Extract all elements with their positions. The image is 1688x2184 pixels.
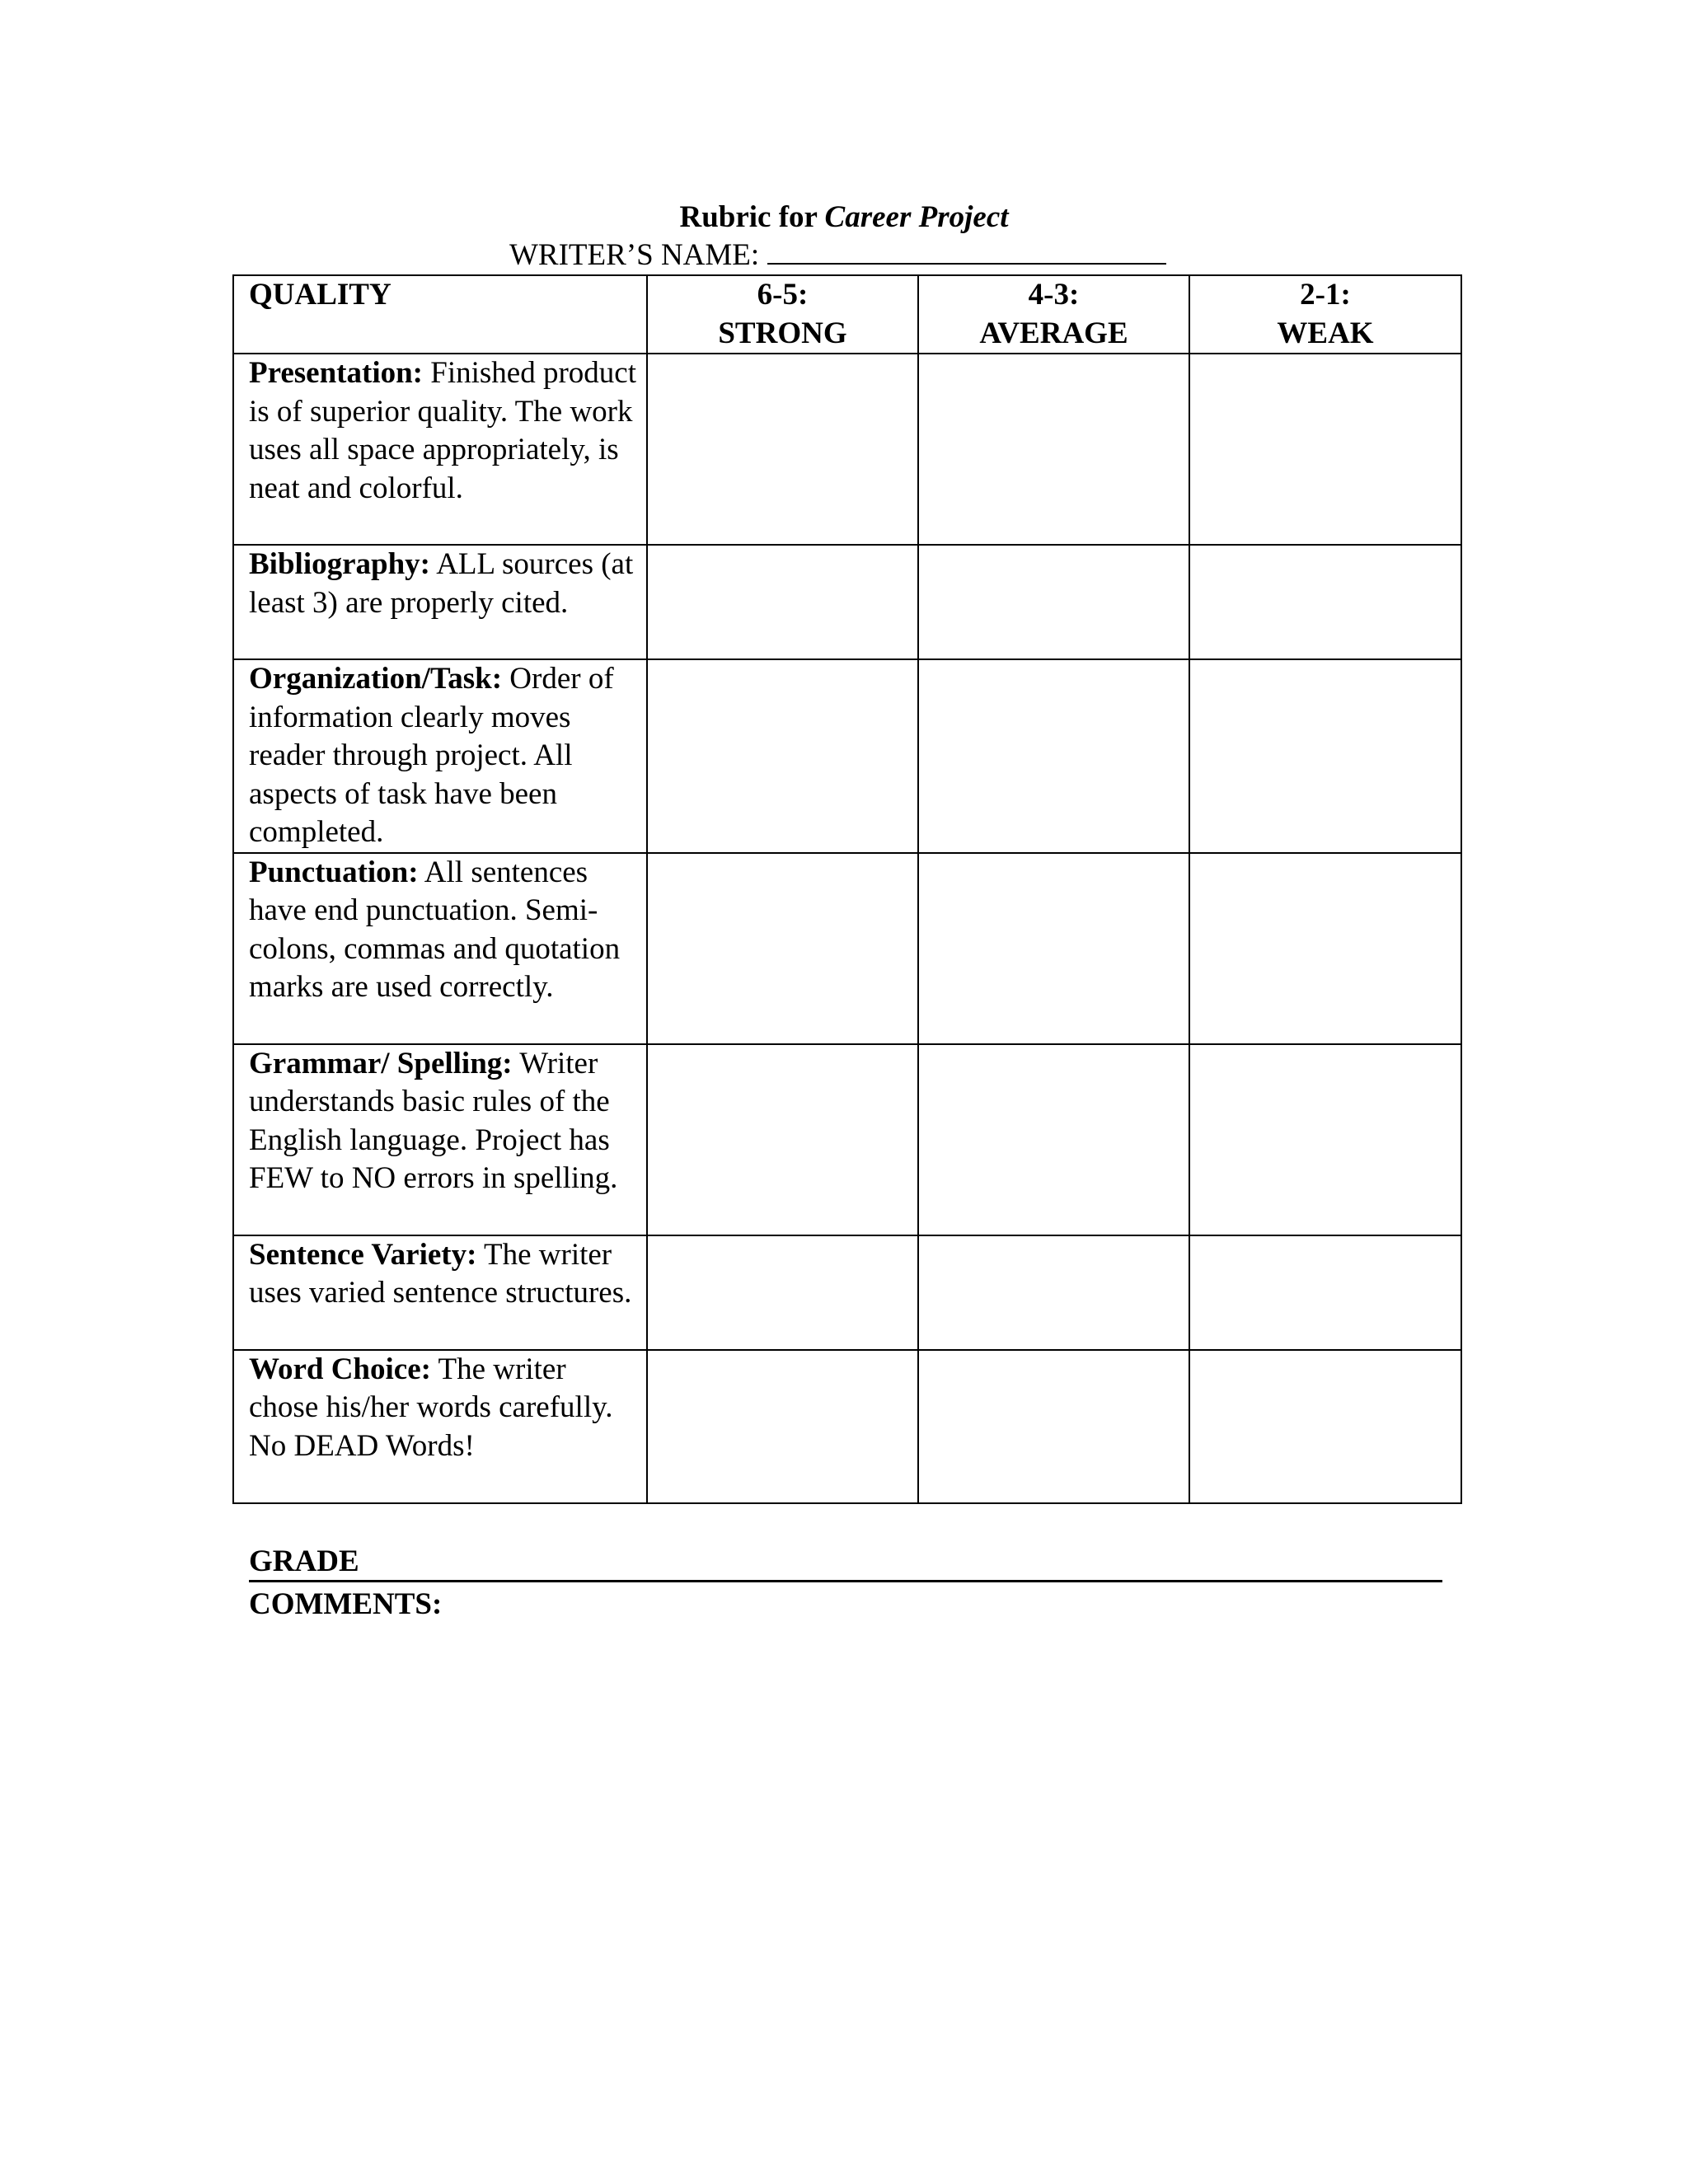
criterion-cell <box>233 1044 647 1235</box>
criterion-text: The writer chose his/her words carefully. No DEAD Words! <box>249 1352 613 1463</box>
score-cell-strong[interactable] <box>647 354 918 545</box>
header-quality: QUALITY <box>233 275 647 354</box>
score-cell-weak[interactable] <box>1189 659 1461 853</box>
criterion-label: Grammar/ Spelling: <box>249 1046 513 1080</box>
criterion-cell <box>233 354 647 545</box>
title-prefix: Rubric for <box>679 200 825 234</box>
score-cell-weak[interactable] <box>1189 853 1461 1044</box>
criterion-label: Sentence Variety: <box>249 1237 477 1272</box>
criterion-cell <box>233 853 647 1044</box>
score-cell-average[interactable] <box>918 659 1189 853</box>
score-cell-weak[interactable] <box>1189 1044 1461 1235</box>
header-weak: 2-1: WEAK <box>1189 275 1461 354</box>
grade-label: GRADE <box>249 1544 359 1578</box>
writer-name-label: WRITER’S NAME: <box>509 238 760 272</box>
score-cell-average[interactable] <box>918 1235 1189 1350</box>
criterion-text: Order of information clearly moves reader through project. All aspects of task have been completed. <box>249 662 614 849</box>
score-cell-strong[interactable] <box>647 1235 918 1350</box>
criterion-cell <box>233 545 647 659</box>
criterion-label: Organization/Task: <box>249 662 503 696</box>
criterion-label: Presentation: <box>249 356 423 390</box>
score-cell-average[interactable] <box>918 1044 1189 1235</box>
table-row <box>233 853 1461 1044</box>
criterion-label: Bibliography: <box>249 547 430 581</box>
grade-line[interactable] <box>249 1544 1442 1582</box>
table-row <box>233 1044 1461 1235</box>
criterion-text: The writer uses varied sentence structures. <box>249 1237 632 1310</box>
criterion-label: Word Choice: <box>249 1352 431 1386</box>
score-cell-weak[interactable] <box>1189 1235 1461 1350</box>
score-cell-strong[interactable] <box>647 1044 918 1235</box>
table-row <box>233 1235 1461 1350</box>
criterion-cell <box>233 1350 647 1503</box>
criterion-label: Punctuation: <box>249 855 419 889</box>
score-cell-average[interactable] <box>918 354 1189 545</box>
header-row <box>233 275 1461 354</box>
page-title <box>0 199 1688 236</box>
table-row <box>233 1350 1461 1503</box>
score-cell-average[interactable] <box>918 1350 1189 1503</box>
criterion-text: Finished product is of superior quality. The work uses all space appropriately, is neat and colorful. <box>249 356 636 505</box>
writer-name-line <box>509 237 1166 274</box>
criterion-text: ALL sources (at least 3) are properly cited. <box>249 547 634 620</box>
score-cell-average[interactable] <box>918 853 1189 1044</box>
title-italic: Career Project <box>824 200 1009 234</box>
table-row <box>233 354 1461 545</box>
score-cell-strong[interactable] <box>647 1350 918 1503</box>
header-average: 4-3: AVERAGE <box>918 275 1189 354</box>
header-strong: 6-5: STRONG <box>647 275 918 354</box>
criterion-text: All sentences have end punctuation. Semi-colons, commas and quotation marks are used correctly. <box>249 855 621 1004</box>
score-cell-average[interactable] <box>918 545 1189 659</box>
comments-label: COMMENTS: <box>249 1587 443 1621</box>
score-cell-strong[interactable] <box>647 853 918 1044</box>
criterion-text: Writer understands basic rules of the English language. Project has FEW to NO errors in spelling. <box>249 1046 618 1195</box>
rubric-table <box>232 274 1462 1504</box>
score-cell-weak[interactable] <box>1189 354 1461 545</box>
table-row <box>233 545 1461 659</box>
score-cell-weak[interactable] <box>1189 1350 1461 1503</box>
table-row <box>233 659 1461 853</box>
score-cell-strong[interactable] <box>647 545 918 659</box>
score-cell-weak[interactable] <box>1189 545 1461 659</box>
criterion-cell <box>233 1235 647 1350</box>
writer-name-blank[interactable] <box>767 238 1166 265</box>
score-cell-strong[interactable] <box>647 659 918 853</box>
criterion-cell <box>233 659 647 853</box>
